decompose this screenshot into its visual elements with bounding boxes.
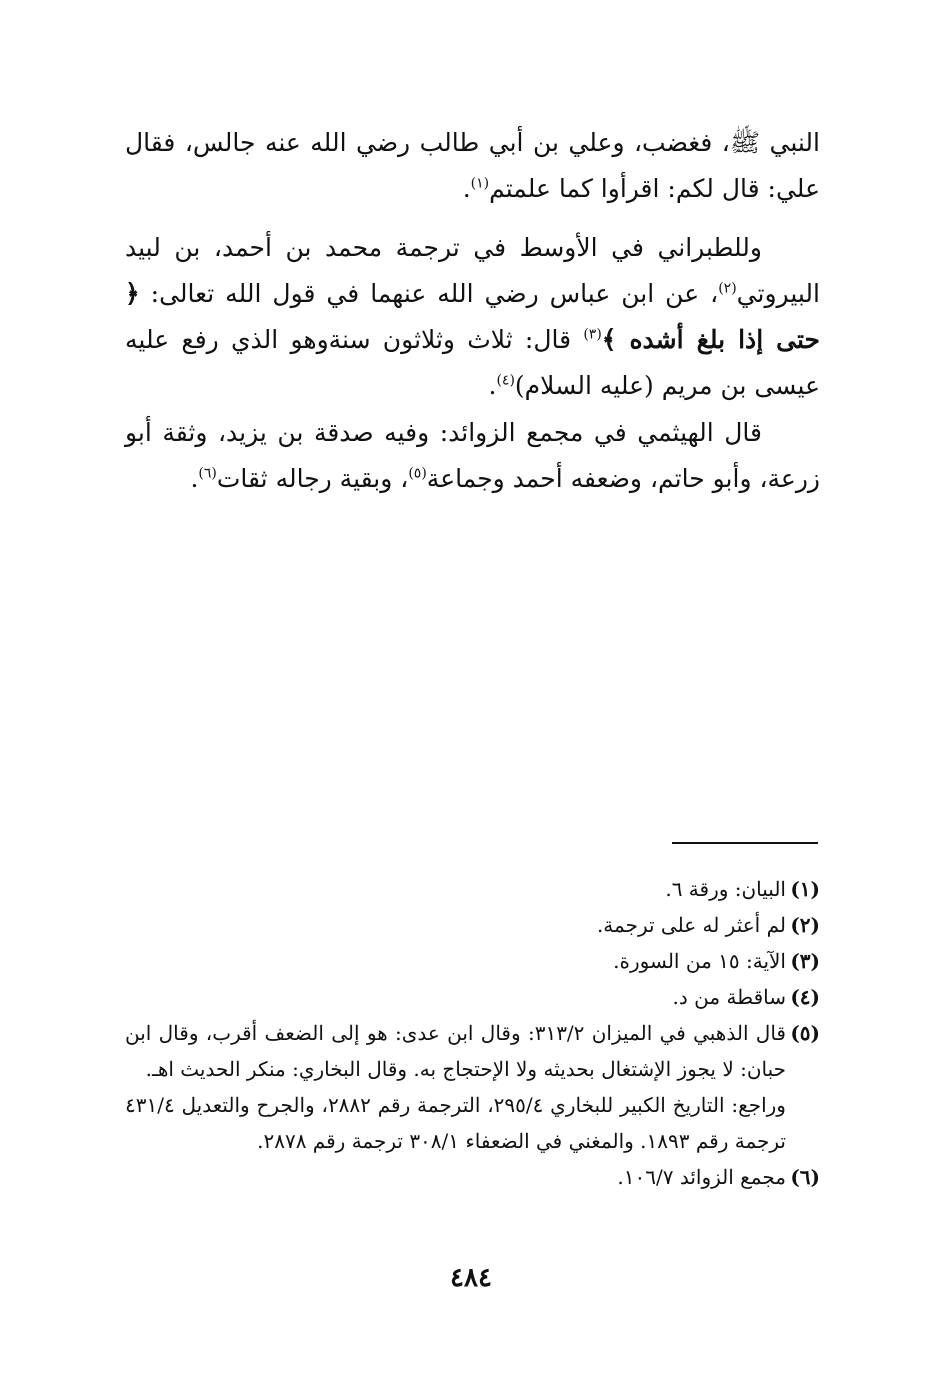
page-number: ٤٨٤	[450, 1263, 492, 1293]
paragraph-2-part-a: وللطبراني في الأوسط في ترجمة محمد بن أحمد، بن لبيد البيروتي	[125, 233, 820, 308]
footnote-text: وراجع: التاريخ الكبير للبخاري ٢٩٥/٤، الترجمة رقم ٢٨٨٢، والجرح والتعديل ٤٣١/٤ ترجمة رقم ١٨٩٣. والمغني في الضعفاء ٣٠٨/١ ترجمة رقم ٢٨٧٨.	[125, 1093, 786, 1153]
footnote-1	[125, 871, 820, 907]
paragraph-1-line-1: النبي ﷺ، فغضب، وعلي بن أبي طالب رضي الله عنه جالس، فقال علي:	[125, 128, 820, 203]
paragraph-3-text	[125, 410, 820, 502]
paragraph-1-text	[125, 120, 820, 212]
footnote-number: (٣)	[790, 949, 820, 973]
paragraph-1	[125, 120, 820, 212]
paragraph-2-end: .	[488, 371, 497, 400]
footnote-text: الآية: ١٥ من السورة.	[613, 949, 786, 973]
footnote-5	[125, 1015, 820, 1087]
footnotes	[125, 871, 820, 1195]
footnote-text: ساقطة من د.	[672, 985, 786, 1009]
paragraph-1-line-2: قال لكم: اقرأوا كما علمتم	[489, 174, 760, 203]
footnote-number: (٦)	[790, 1165, 820, 1189]
paragraph-3	[125, 410, 820, 502]
footnote-number: (١)	[790, 877, 820, 901]
paragraph-2-part-c: قال: ثلاث وثلاثون سنةوهو الذي رفع عليه عيسى بن مريم (عليه السلام)	[125, 325, 820, 400]
footnote-6	[125, 1159, 820, 1195]
footnote-ref-3[interactable]: (٣)	[583, 326, 602, 343]
footnote-text: مجمع الزوائد ١٠٦/٧.	[617, 1165, 786, 1189]
footnote-ref-1[interactable]: (١)	[470, 175, 490, 192]
footnote-ref-5[interactable]: (٥)	[408, 465, 427, 482]
footnote-text: البيان: ورقة ٦.	[665, 877, 786, 901]
paragraph-2-part-b: ، عن ابن عباس رضي الله عنهما في قول الله تعالى:	[139, 279, 719, 308]
footnote-number: (٤)	[790, 985, 820, 1009]
footnote-5-continuation	[125, 1087, 820, 1159]
footnote-ref-4[interactable]: (٤)	[496, 372, 515, 389]
footnote-text: قال الذهبي في الميزان ٣١٣/٢: وقال ابن عدى: هو إلى الضعف أقرب، وقال ابن حبان: لا يجوز الإشتغال بحديثه ولا الإحتجاج به. وقال البخاري: منكر الحديث اهـ.	[125, 1021, 786, 1081]
footnote-text: لم أعثر له على ترجمة.	[596, 913, 786, 937]
footnote-2	[125, 907, 820, 943]
paragraph-3-end: .	[190, 464, 199, 493]
paragraph-2-text	[125, 225, 820, 409]
footnote-ref-6[interactable]: (٦)	[198, 465, 217, 482]
footnote-number: (٥)	[790, 1021, 820, 1045]
paragraph-1-end: .	[462, 174, 471, 203]
footnote-separator	[672, 842, 818, 844]
paragraph-2	[125, 225, 820, 409]
footnote-ref-2[interactable]: (٢)	[718, 280, 737, 297]
footnote-number: (٢)	[790, 913, 820, 937]
footnote-4	[125, 979, 820, 1015]
paragraph-3-part-a: قال الهيثمي في مجمع الزوائد: وفيه صدقة بن يزيد، وثقة أبو زرعة، وأبو حاتم، وضعفه أحمد وجماعة	[125, 418, 820, 493]
paragraph-3-part-b: ، وبقية رجاله ثقات	[216, 464, 409, 493]
footnote-3	[125, 943, 820, 979]
quran-verse: ﴿ حتى إذا بلغ أشده ﴾	[125, 279, 820, 354]
